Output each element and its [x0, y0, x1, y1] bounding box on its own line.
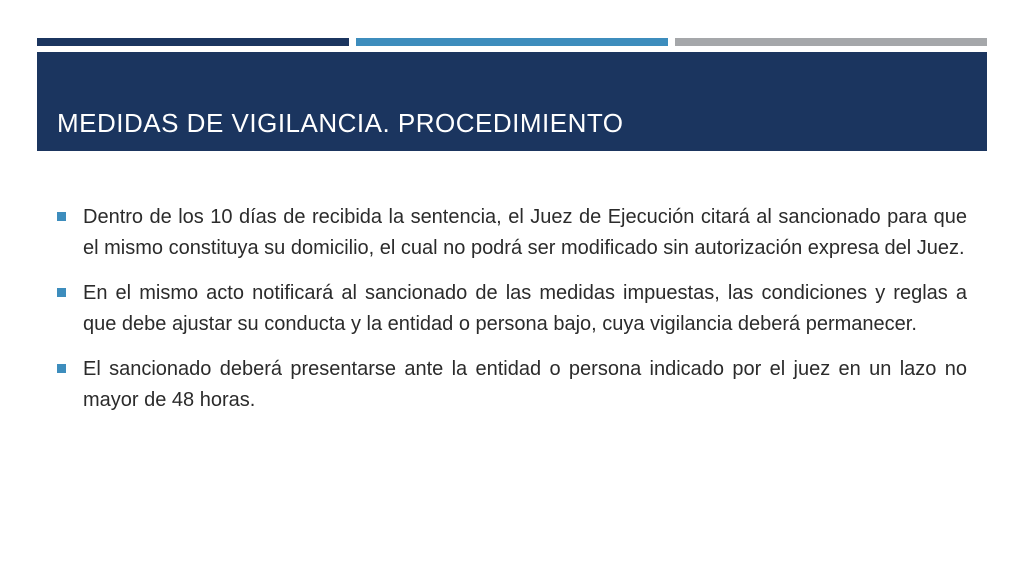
slide-title: MEDIDAS DE VIGILANCIA. PROCEDIMIENTO [57, 108, 624, 138]
top-accent-bar-navy [37, 38, 349, 46]
bullet-list [57, 202, 967, 430]
top-accent-bar-blue [356, 38, 668, 46]
square-bullet-icon [57, 212, 66, 221]
square-bullet-icon [57, 364, 66, 373]
bullet-text: El sancionado deberá presentarse ante la entidad o persona indicado por el juez en un lazo no mayor de 48 horas. [83, 358, 967, 411]
square-bullet-icon [57, 288, 66, 297]
title-band [37, 52, 987, 151]
list-item [57, 354, 967, 416]
top-accent-bar-gray [675, 38, 987, 46]
list-item [57, 202, 967, 264]
bullet-text: Dentro de los 10 días de recibida la sentencia, el Juez de Ejecución citará al sancionado para que el mismo constituya su domicilio, el cual no podrá ser modificado sin autorización expresa del Juez. [83, 206, 967, 259]
list-item [57, 278, 967, 340]
bullet-text: En el mismo acto notificará al sancionado de las medidas impuestas, las condiciones y reglas a que debe ajustar su conducta y la entidad o persona bajo, cuya vigilancia deberá permanecer. [83, 282, 967, 335]
